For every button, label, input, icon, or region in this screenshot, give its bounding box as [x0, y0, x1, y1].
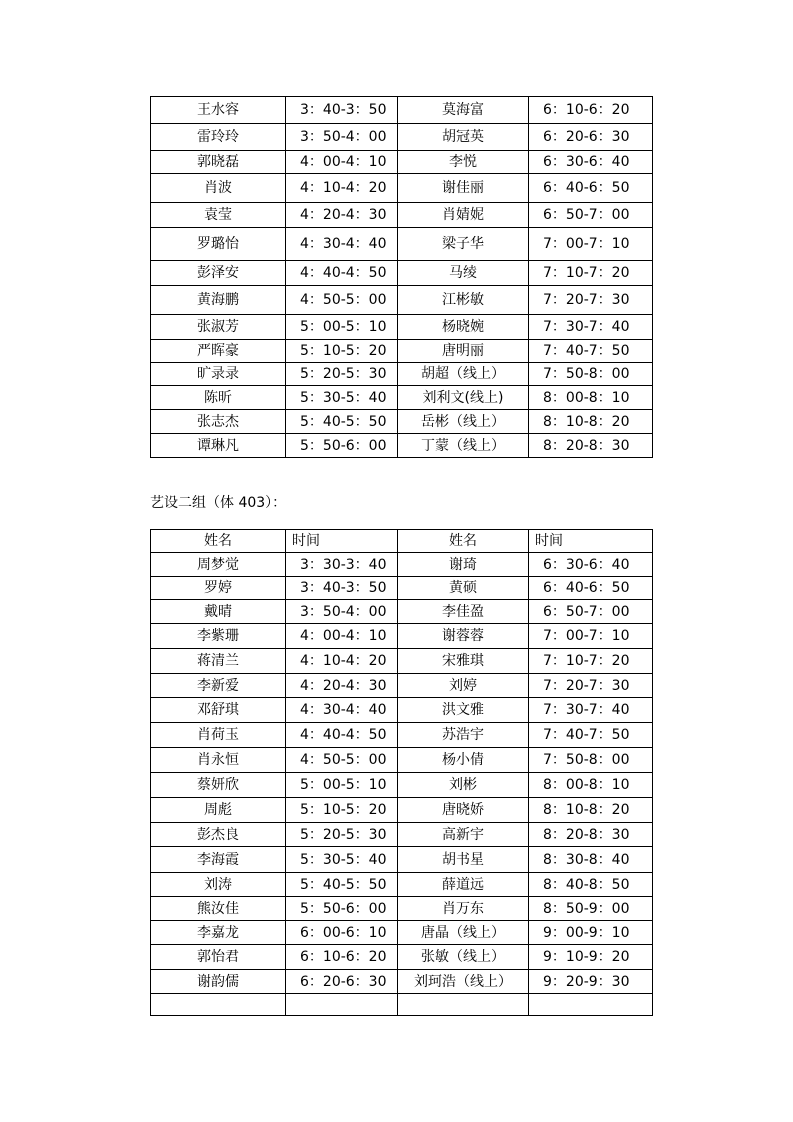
name-cell-left: 彭泽安: [151, 261, 286, 286]
time-cell-left: 5：30-5：40: [286, 386, 398, 410]
time-cell-right: 7：40-7：50: [529, 340, 653, 363]
time-cell-right: 7：00-7：10: [529, 228, 653, 261]
name-cell-left: 戴晴: [151, 600, 286, 624]
table-row: [151, 994, 653, 1016]
time-cell-right: 8：10-8：20: [529, 798, 653, 823]
time-cell-left: 3：40-3：50: [286, 97, 398, 124]
name-cell-right: 唐晓娇: [398, 798, 529, 823]
name-cell-right: 谢琦: [398, 553, 529, 577]
time-cell-right: 9：00-9：10: [529, 921, 653, 945]
schedule-table-2-body: [151, 530, 653, 1016]
time-cell-right: 8：00-8：10: [529, 773, 653, 798]
time-cell-left: 6：10-6：20: [286, 945, 398, 970]
name-cell-right: 刘婷: [398, 674, 529, 698]
name-cell-left: 雷玲玲: [151, 124, 286, 151]
time-cell-right: 8：40-8：50: [529, 873, 653, 897]
name-cell-right: 苏浩宇: [398, 723, 529, 748]
table-row: [151, 340, 653, 363]
table-row: [151, 315, 653, 340]
header-name-2: 姓名: [398, 530, 529, 553]
time-cell-right: 7：30-7：40: [529, 315, 653, 340]
name-cell-right: 谢蓉蓉: [398, 624, 529, 649]
schedule-table-1: [150, 96, 653, 458]
time-cell-right: 6：40-6：50: [529, 577, 653, 600]
name-cell-left: 郭怡君: [151, 945, 286, 970]
name-cell-left: 谭琳凡: [151, 434, 286, 458]
time-cell-left: 5：50-6：00: [286, 897, 398, 921]
table-row: [151, 363, 653, 386]
header-time-2: 时间: [529, 530, 653, 553]
table-header-row: [151, 530, 653, 553]
name-cell-right: 莫海富: [398, 97, 529, 124]
name-cell-left: 周梦觉: [151, 553, 286, 577]
time-cell-right: 6：40-6：50: [529, 174, 653, 203]
time-cell-left: 6：20-6：30: [286, 970, 398, 994]
time-cell-left: 4：40-4：50: [286, 723, 398, 748]
time-cell-left: 3：30-3：40: [286, 553, 398, 577]
table-row: [151, 773, 653, 798]
name-cell-left: 罗璐怡: [151, 228, 286, 261]
name-cell-right: 肖万东: [398, 897, 529, 921]
name-cell-right: 马绫: [398, 261, 529, 286]
table-row: [151, 261, 653, 286]
time-cell-right: 8：00-8：10: [529, 386, 653, 410]
time-cell-left: 4：30-4：40: [286, 698, 398, 723]
time-cell-left: 4：00-4：10: [286, 151, 398, 174]
time-cell-right: 8：30-8：40: [529, 847, 653, 873]
time-cell-right: 6：50-7：00: [529, 600, 653, 624]
time-cell-left: 5：10-5：20: [286, 798, 398, 823]
time-cell-right: 8：50-9：00: [529, 897, 653, 921]
name-cell-left: 邓舒琪: [151, 698, 286, 723]
time-cell-left: 6：00-6：10: [286, 921, 398, 945]
table-row: [151, 97, 653, 124]
time-cell-left: [286, 994, 398, 1016]
time-cell-left: 5：40-5：50: [286, 410, 398, 434]
time-cell-right: 7：20-7：30: [529, 674, 653, 698]
table-row: [151, 286, 653, 315]
time-cell-left: 5：20-5：30: [286, 363, 398, 386]
name-cell-right: 胡冠英: [398, 124, 529, 151]
table-row: [151, 698, 653, 723]
table-row: [151, 553, 653, 577]
name-cell-right: 李佳盈: [398, 600, 529, 624]
time-cell-right: 7：20-7：30: [529, 286, 653, 315]
name-cell-left: 王水容: [151, 97, 286, 124]
table-row: [151, 945, 653, 970]
time-cell-left: 4：50-5：00: [286, 286, 398, 315]
name-cell-right: 刘利文(线上): [398, 386, 529, 410]
time-cell-left: 5：00-5：10: [286, 773, 398, 798]
name-cell-left: 张志杰: [151, 410, 286, 434]
table-row: [151, 124, 653, 151]
time-cell-left: 5：50-6：00: [286, 434, 398, 458]
table-row: [151, 847, 653, 873]
table-row: [151, 386, 653, 410]
section-title-group-2: 艺设二组（体 403）：: [150, 495, 287, 511]
time-cell-left: 3：40-3：50: [286, 577, 398, 600]
table-row: [151, 410, 653, 434]
time-cell-right: 8：20-8：30: [529, 823, 653, 847]
time-cell-right: 6：20-6：30: [529, 124, 653, 151]
name-cell-left: 蔡妍欣: [151, 773, 286, 798]
time-cell-right: 9：10-9：20: [529, 945, 653, 970]
name-cell-right: 丁蒙（线上）: [398, 434, 529, 458]
name-cell-left: 陈昕: [151, 386, 286, 410]
name-cell-left: 严晖豪: [151, 340, 286, 363]
name-cell-right: 宋雅琪: [398, 649, 529, 674]
table-row: [151, 600, 653, 624]
time-cell-left: 5：40-5：50: [286, 873, 398, 897]
name-cell-left: 张淑芳: [151, 315, 286, 340]
name-cell-left: 旷录录: [151, 363, 286, 386]
name-cell-right: 洪文雅: [398, 698, 529, 723]
time-cell-left: 4：30-4：40: [286, 228, 398, 261]
table-row: [151, 823, 653, 847]
header-name-1: 姓名: [151, 530, 286, 553]
time-cell-right: [529, 994, 653, 1016]
time-cell-right: 7：40-7：50: [529, 723, 653, 748]
time-cell-left: 3：50-4：00: [286, 124, 398, 151]
table-row: [151, 748, 653, 773]
name-cell-right: 张敏（线上）: [398, 945, 529, 970]
time-cell-left: 4：50-5：00: [286, 748, 398, 773]
time-cell-right: 6：30-6：40: [529, 151, 653, 174]
header-time-1: 时间: [286, 530, 398, 553]
name-cell-left: 肖荷玉: [151, 723, 286, 748]
time-cell-left: 4：00-4：10: [286, 624, 398, 649]
name-cell-left: 罗婷: [151, 577, 286, 600]
table-row: [151, 674, 653, 698]
name-cell-left: 谢韵儒: [151, 970, 286, 994]
name-cell-right: 谢佳丽: [398, 174, 529, 203]
time-cell-left: 4：10-4：20: [286, 649, 398, 674]
name-cell-left: 李海霞: [151, 847, 286, 873]
time-cell-left: 3：50-4：00: [286, 600, 398, 624]
name-cell-left: 李新爱: [151, 674, 286, 698]
name-cell-left: 袁莹: [151, 203, 286, 228]
table-row: [151, 203, 653, 228]
name-cell-right: 肖婧妮: [398, 203, 529, 228]
name-cell-left: 黄海鹏: [151, 286, 286, 315]
table-row: [151, 151, 653, 174]
name-cell-left: [151, 994, 286, 1016]
name-cell-right: 杨小倩: [398, 748, 529, 773]
name-cell-left: 刘涛: [151, 873, 286, 897]
name-cell-left: 熊汝佳: [151, 897, 286, 921]
name-cell-right: 唐晶（线上）: [398, 921, 529, 945]
time-cell-right: 7：10-7：20: [529, 649, 653, 674]
table-row: [151, 174, 653, 203]
name-cell-right: 高新宇: [398, 823, 529, 847]
name-cell-left: 郭晓磊: [151, 151, 286, 174]
time-cell-right: 7：00-7：10: [529, 624, 653, 649]
time-cell-right: 6：30-6：40: [529, 553, 653, 577]
time-cell-right: 8：20-8：30: [529, 434, 653, 458]
time-cell-right: 7：30-7：40: [529, 698, 653, 723]
time-cell-right: 6：10-6：20: [529, 97, 653, 124]
name-cell-right: 杨晓婉: [398, 315, 529, 340]
name-cell-right: 胡超（线上）: [398, 363, 529, 386]
name-cell-right: [398, 994, 529, 1016]
time-cell-left: 5：30-5：40: [286, 847, 398, 873]
table-row: [151, 873, 653, 897]
time-cell-left: 5：10-5：20: [286, 340, 398, 363]
table-row: [151, 624, 653, 649]
schedule-table-1-body: [151, 97, 653, 458]
name-cell-left: 肖波: [151, 174, 286, 203]
name-cell-right: 黄硕: [398, 577, 529, 600]
name-cell-left: 李紫珊: [151, 624, 286, 649]
name-cell-right: 刘彬: [398, 773, 529, 798]
name-cell-right: 胡书星: [398, 847, 529, 873]
table-row: [151, 434, 653, 458]
time-cell-right: 8：10-8：20: [529, 410, 653, 434]
table-row: [151, 228, 653, 261]
schedule-table-2: [150, 529, 653, 1016]
time-cell-left: 4：40-4：50: [286, 261, 398, 286]
name-cell-left: 蒋清兰: [151, 649, 286, 674]
table-row: [151, 649, 653, 674]
name-cell-left: 周彪: [151, 798, 286, 823]
name-cell-right: 梁子华: [398, 228, 529, 261]
time-cell-left: 4：20-4：30: [286, 203, 398, 228]
name-cell-left: 彭杰良: [151, 823, 286, 847]
time-cell-left: 5：00-5：10: [286, 315, 398, 340]
time-cell-right: 7：50-8：00: [529, 363, 653, 386]
time-cell-left: 5：20-5：30: [286, 823, 398, 847]
name-cell-left: 肖永恒: [151, 748, 286, 773]
table-row: [151, 897, 653, 921]
time-cell-right: 7：50-8：00: [529, 748, 653, 773]
name-cell-right: 江彬敏: [398, 286, 529, 315]
time-cell-right: 7：10-7：20: [529, 261, 653, 286]
time-cell-left: 4：10-4：20: [286, 174, 398, 203]
name-cell-right: 岳彬（线上）: [398, 410, 529, 434]
time-cell-right: 9：20-9：30: [529, 970, 653, 994]
time-cell-left: 4：20-4：30: [286, 674, 398, 698]
table-row: [151, 970, 653, 994]
name-cell-right: 唐明丽: [398, 340, 529, 363]
name-cell-right: 李悦: [398, 151, 529, 174]
table-row: [151, 921, 653, 945]
name-cell-right: 刘珂浩（线上）: [398, 970, 529, 994]
time-cell-right: 6：50-7：00: [529, 203, 653, 228]
table-row: [151, 798, 653, 823]
table-row: [151, 723, 653, 748]
table-row: [151, 577, 653, 600]
name-cell-right: 薛道远: [398, 873, 529, 897]
name-cell-left: 李嘉龙: [151, 921, 286, 945]
